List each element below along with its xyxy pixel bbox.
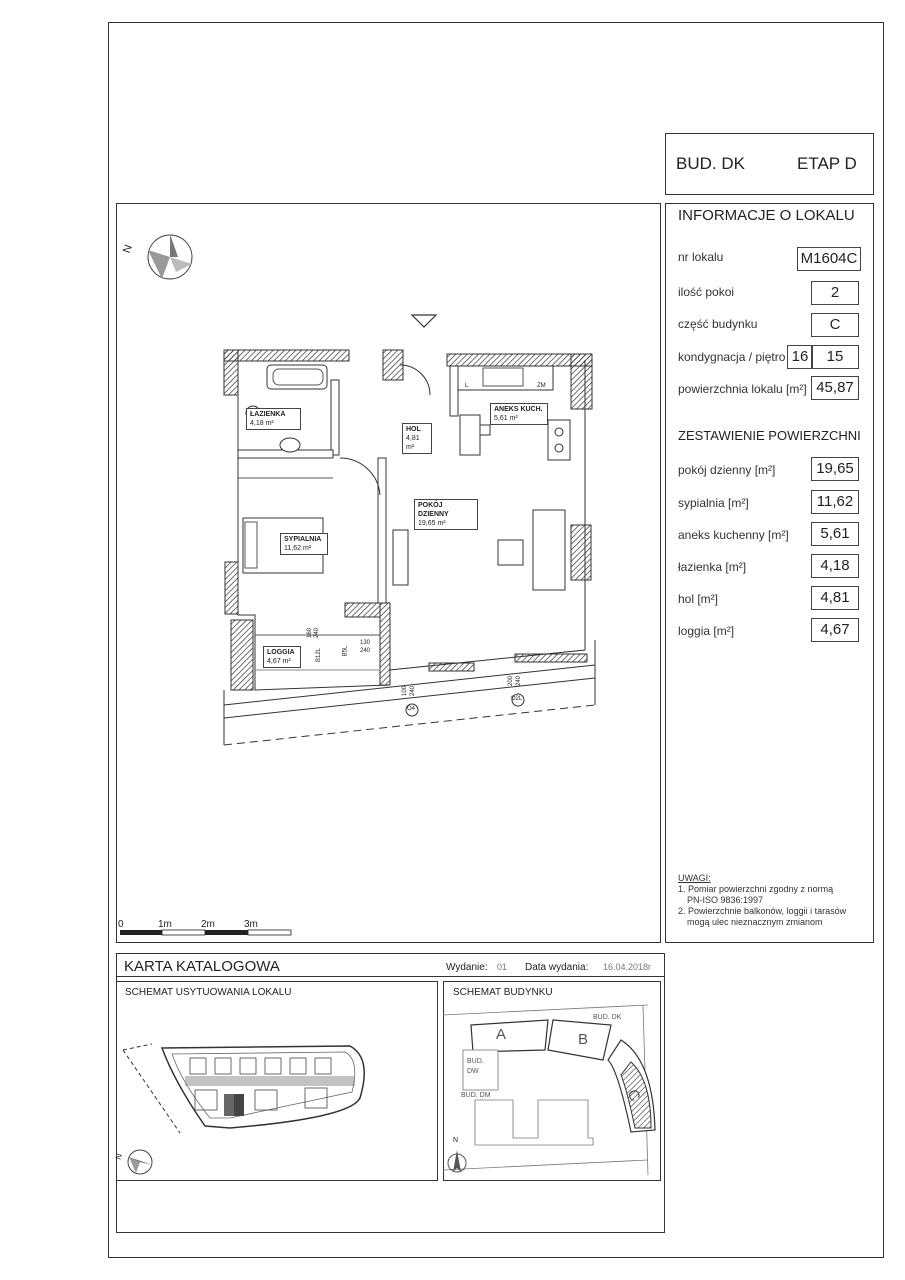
edition-value: 01 [497,962,508,972]
room-name: LOGGIA [267,649,295,656]
room-area: 4,18 m² [250,420,274,427]
dim-label: 130 [360,640,371,646]
note-line: mogą ulec nieznacznym zmianom [687,917,823,927]
bud-dk-label: BUD. DK [593,1014,622,1021]
mark-o2l: O2L [511,696,523,702]
mark-b5l: B5L [342,645,349,657]
building-label: BUD. DK [676,154,745,173]
room-area: 19,65 m² [418,520,446,527]
schema-building-title: SCHEMAT BUDYNKU [453,987,553,998]
bud-dw-label-2: DW [467,1068,479,1075]
info-value-area: 45,87 [811,376,859,400]
room-name: POKÓJ DZIENNY [418,502,449,518]
area-label-loggia: loggia [m²] [678,624,735,638]
bud-dw-label: BUD. [467,1058,484,1065]
room-name: SYPIALNIA [284,536,322,543]
area-label-living: pokój dzienny [m²] [678,463,776,477]
room-label-hall [402,423,432,454]
area-label-kitchen: aneks kuchenny [m²] [678,528,789,542]
note-line: 1. Pomiar powierzchni zgodny z normą [678,884,834,894]
room-area: 4,81 m² [406,435,420,451]
location-map [120,1038,380,1178]
dim-label: 240 [360,648,371,654]
dim-label: 100 [402,685,409,697]
areas-title: ZESTAWIENIE POWIERZCHNI [678,428,861,443]
building-a-label: A [496,1026,507,1043]
room-name: HOL [406,426,421,433]
note-line: 2. Powierzchnie balkonów, loggii i tarasów [678,906,847,916]
building-map [443,1000,661,1180]
room-label-bathroom [246,408,301,430]
room-label-loggia [263,646,301,668]
info-value-part: C [811,313,859,337]
building-north-label: N [453,1137,459,1144]
scale-label: 3m [244,919,258,930]
note-line: PN-ISO 9836:1997 [687,895,764,905]
room-area: 4,67 m² [267,658,291,665]
info-value-floor: 15 [811,345,859,369]
scale-label: 2m [201,919,215,930]
date-label: Data wydania: [525,962,589,973]
location-north-label: N [113,1152,125,1161]
area-label-bedroom: sypialnia [m²] [678,496,749,510]
area-value-bedroom: 11,62 [811,490,859,514]
footer-title: KARTA KATALOGOWA [124,958,280,975]
footer-divider [116,976,665,977]
dim-label: 240 [314,627,321,639]
compass-icon [140,230,200,290]
area-value-kitchen: 5,61 [811,522,859,546]
scale-label: 0 [118,919,124,930]
room-area: 5,61 m² [494,415,518,422]
area-value-bathroom: 4,18 [811,554,859,578]
scale-label: 1m [158,919,172,930]
header-box [665,133,874,195]
building-c-label: C [623,1086,644,1105]
area-value-living: 19,65 [811,457,859,481]
mark-o4: O4 [407,706,416,712]
dim-label: 160 [307,627,314,639]
stage-label: ETAP D [797,154,857,173]
info-value-rooms: 2 [811,281,859,305]
notes [678,873,846,928]
edition-label: Wydanie: [446,962,488,973]
info-label-area: powierzchnia lokalu [m²] [678,382,807,396]
info-value-nr: M1604C [797,247,861,271]
info-value-level: 16 [787,345,813,369]
info-label-rooms: ilość pokoi [678,285,735,299]
compass-north-label: N [120,243,135,255]
scale-bar [120,930,295,938]
dim-label: 240 [410,685,417,697]
room-label-kitchen [490,403,548,425]
room-area: 11,62 m² [284,545,312,552]
info-label-part: część budynku [678,317,758,331]
area-value-loggia: 4,67 [811,618,859,642]
mark-b12l: B12L [316,647,323,663]
area-label-hall: hol [m²] [678,592,719,606]
schema-location-title: SCHEMAT USYTUOWANIA LOKALU [125,987,292,998]
bud-dm-label: BUD. DM [461,1092,491,1099]
room-label-bedroom [280,533,328,555]
area-label-bathroom: łazienka [m²] [678,560,747,574]
notes-title: UWAGI: [678,873,711,883]
dim-label: 200 [508,675,515,687]
room-name: ANEKS KUCH. [494,406,543,413]
entrance-arrow-icon [410,313,438,329]
building-b-label: B [578,1031,589,1048]
area-value-hall: 4,81 [811,586,859,610]
room-label-living [414,499,478,530]
mark-zm: ZM [537,383,546,389]
info-title: INFORMACJE O LOKALU [678,207,855,224]
date-value: 16.04.2018r [603,962,652,972]
dim-label: 240 [516,675,523,687]
info-label-floor: kondygnacja / piętro [678,350,786,364]
mark-l: L [465,383,469,389]
info-label-nr: nr lokalu [678,250,724,264]
info-panel [665,203,874,943]
room-name: ŁAZIENKA [250,411,286,418]
